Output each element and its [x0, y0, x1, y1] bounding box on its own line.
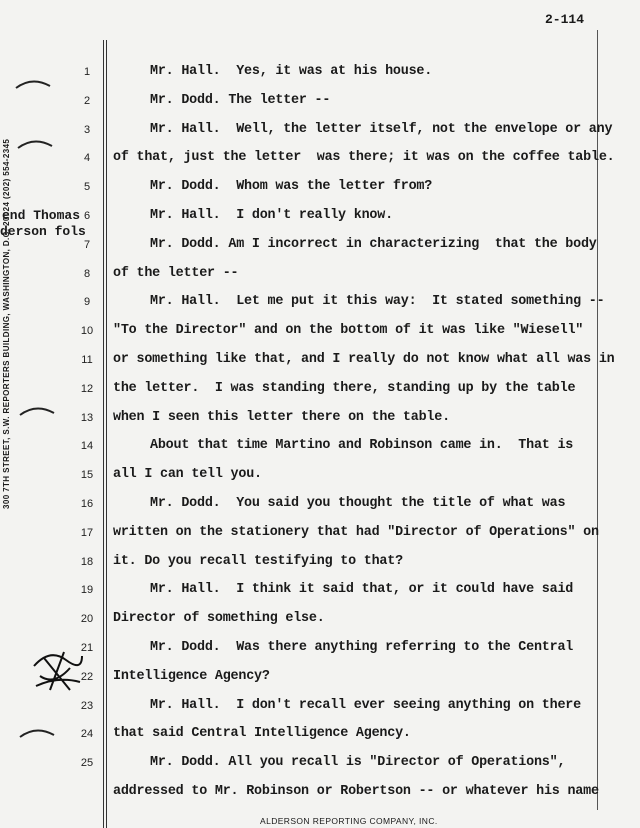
- punch-mark-icon: [14, 78, 54, 92]
- line-number: 3: [83, 123, 91, 136]
- side-note-1: end Thomas: [2, 208, 81, 223]
- transcript-line: Mr. Dodd. Whom was the letter from?: [150, 179, 433, 195]
- transcript-line: Mr. Dodd. All you recall is "Director of Operations",: [150, 755, 566, 771]
- side-note-2: derson fols: [0, 224, 86, 239]
- transcript-line: Mr. Dodd. Was there anything referring to the Central: [150, 640, 574, 655]
- line-number: 5: [83, 181, 91, 194]
- transcript-line: Mr. Hall. Let me put it this way: It stated something --: [150, 294, 605, 310]
- line-number: 14: [80, 440, 94, 453]
- line-number: 12: [80, 382, 94, 395]
- line-number: 11: [81, 354, 93, 366]
- line-number: 15: [80, 469, 94, 482]
- transcript-line: Mr. Hall. I don't recall ever seeing anything on there: [150, 697, 581, 713]
- line-number: 1: [83, 66, 91, 78]
- line-number: 10: [80, 325, 94, 338]
- line-number: 8: [83, 267, 91, 280]
- transcript-line: Mr. Hall. I think it said that, or it could have said: [150, 582, 574, 598]
- transcript-line: Mr. Dodd. Am I incorrect in characterizing that the body: [150, 236, 597, 252]
- transcript-line: Mr. Dodd. The letter --: [150, 92, 331, 108]
- line-number: 9: [83, 296, 91, 309]
- line-number: 23: [80, 699, 94, 712]
- line-number: 13: [80, 411, 94, 424]
- transcript-line: Mr. Hall. Well, the letter itself, not the envelope or any: [150, 121, 613, 137]
- transcript-line: Director of something else.: [113, 611, 325, 627]
- transcript-line: "To the Director" and on the bottom of it was like "Wiesell": [113, 323, 584, 339]
- transcript-line: the letter. I was standing there, standing up by the table: [113, 380, 576, 396]
- line-number: 7: [83, 238, 91, 251]
- line-number: 25: [80, 757, 94, 770]
- line-number: 22: [80, 670, 94, 683]
- transcript-line: written on the stationery that had "Director of Operations" on: [113, 524, 599, 540]
- line-number: 17: [80, 526, 94, 539]
- transcript-line: About that time Martino and Robinson came in. That is: [150, 438, 574, 454]
- line-number: 6: [83, 210, 91, 222]
- transcript-line: addressed to Mr. Robinson or Robertson -- or whatever his name: [113, 784, 599, 799]
- line-number: 16: [80, 498, 94, 510]
- margin-rule-left: [103, 40, 104, 828]
- punch-mark-icon: [18, 727, 58, 741]
- transcript-line: that said Central Intelligence Agency.: [113, 726, 411, 742]
- punch-mark-icon: [16, 138, 56, 152]
- transcript-line: or something like that, and I really do not know what all was in: [113, 352, 615, 367]
- line-number: 4: [83, 152, 91, 165]
- margin-stamp: 300 7TH STREET, S.W. REPORTERS BUILDING, WASHINGTON, D.C. 20024 (202) 554-2345: [2, 138, 11, 509]
- line-number: 18: [80, 555, 94, 568]
- transcript-line: Intelligence Agency?: [113, 668, 270, 684]
- transcript-line: it. Do you recall testifying to that?: [113, 553, 403, 569]
- page-number: 2-114: [545, 12, 585, 27]
- transcript-line: Mr. Hall. Yes, it was at his house.: [150, 64, 433, 79]
- line-number: 19: [80, 584, 94, 597]
- transcript-line: Mr. Dodd. You said you thought the title of what was: [150, 496, 566, 511]
- transcript-line: Mr. Hall. I don't really know.: [150, 208, 393, 223]
- line-number: 20: [80, 613, 94, 626]
- line-number: 24: [80, 728, 94, 741]
- transcript-line: all I can tell you.: [113, 467, 262, 483]
- margin-rule-left-inner: [106, 40, 107, 828]
- footer-reporter-name: ALDERSON REPORTING COMPANY, INC.: [260, 816, 438, 826]
- line-number: 2: [83, 94, 91, 107]
- transcript-line: when I seen this letter there on the table.: [113, 409, 450, 425]
- line-number: 21: [80, 642, 94, 654]
- punch-mark-icon: [18, 405, 58, 419]
- transcript-line: of that, just the letter was there; it was on the coffee table.: [113, 150, 615, 166]
- transcript-line: of the letter --: [113, 265, 239, 281]
